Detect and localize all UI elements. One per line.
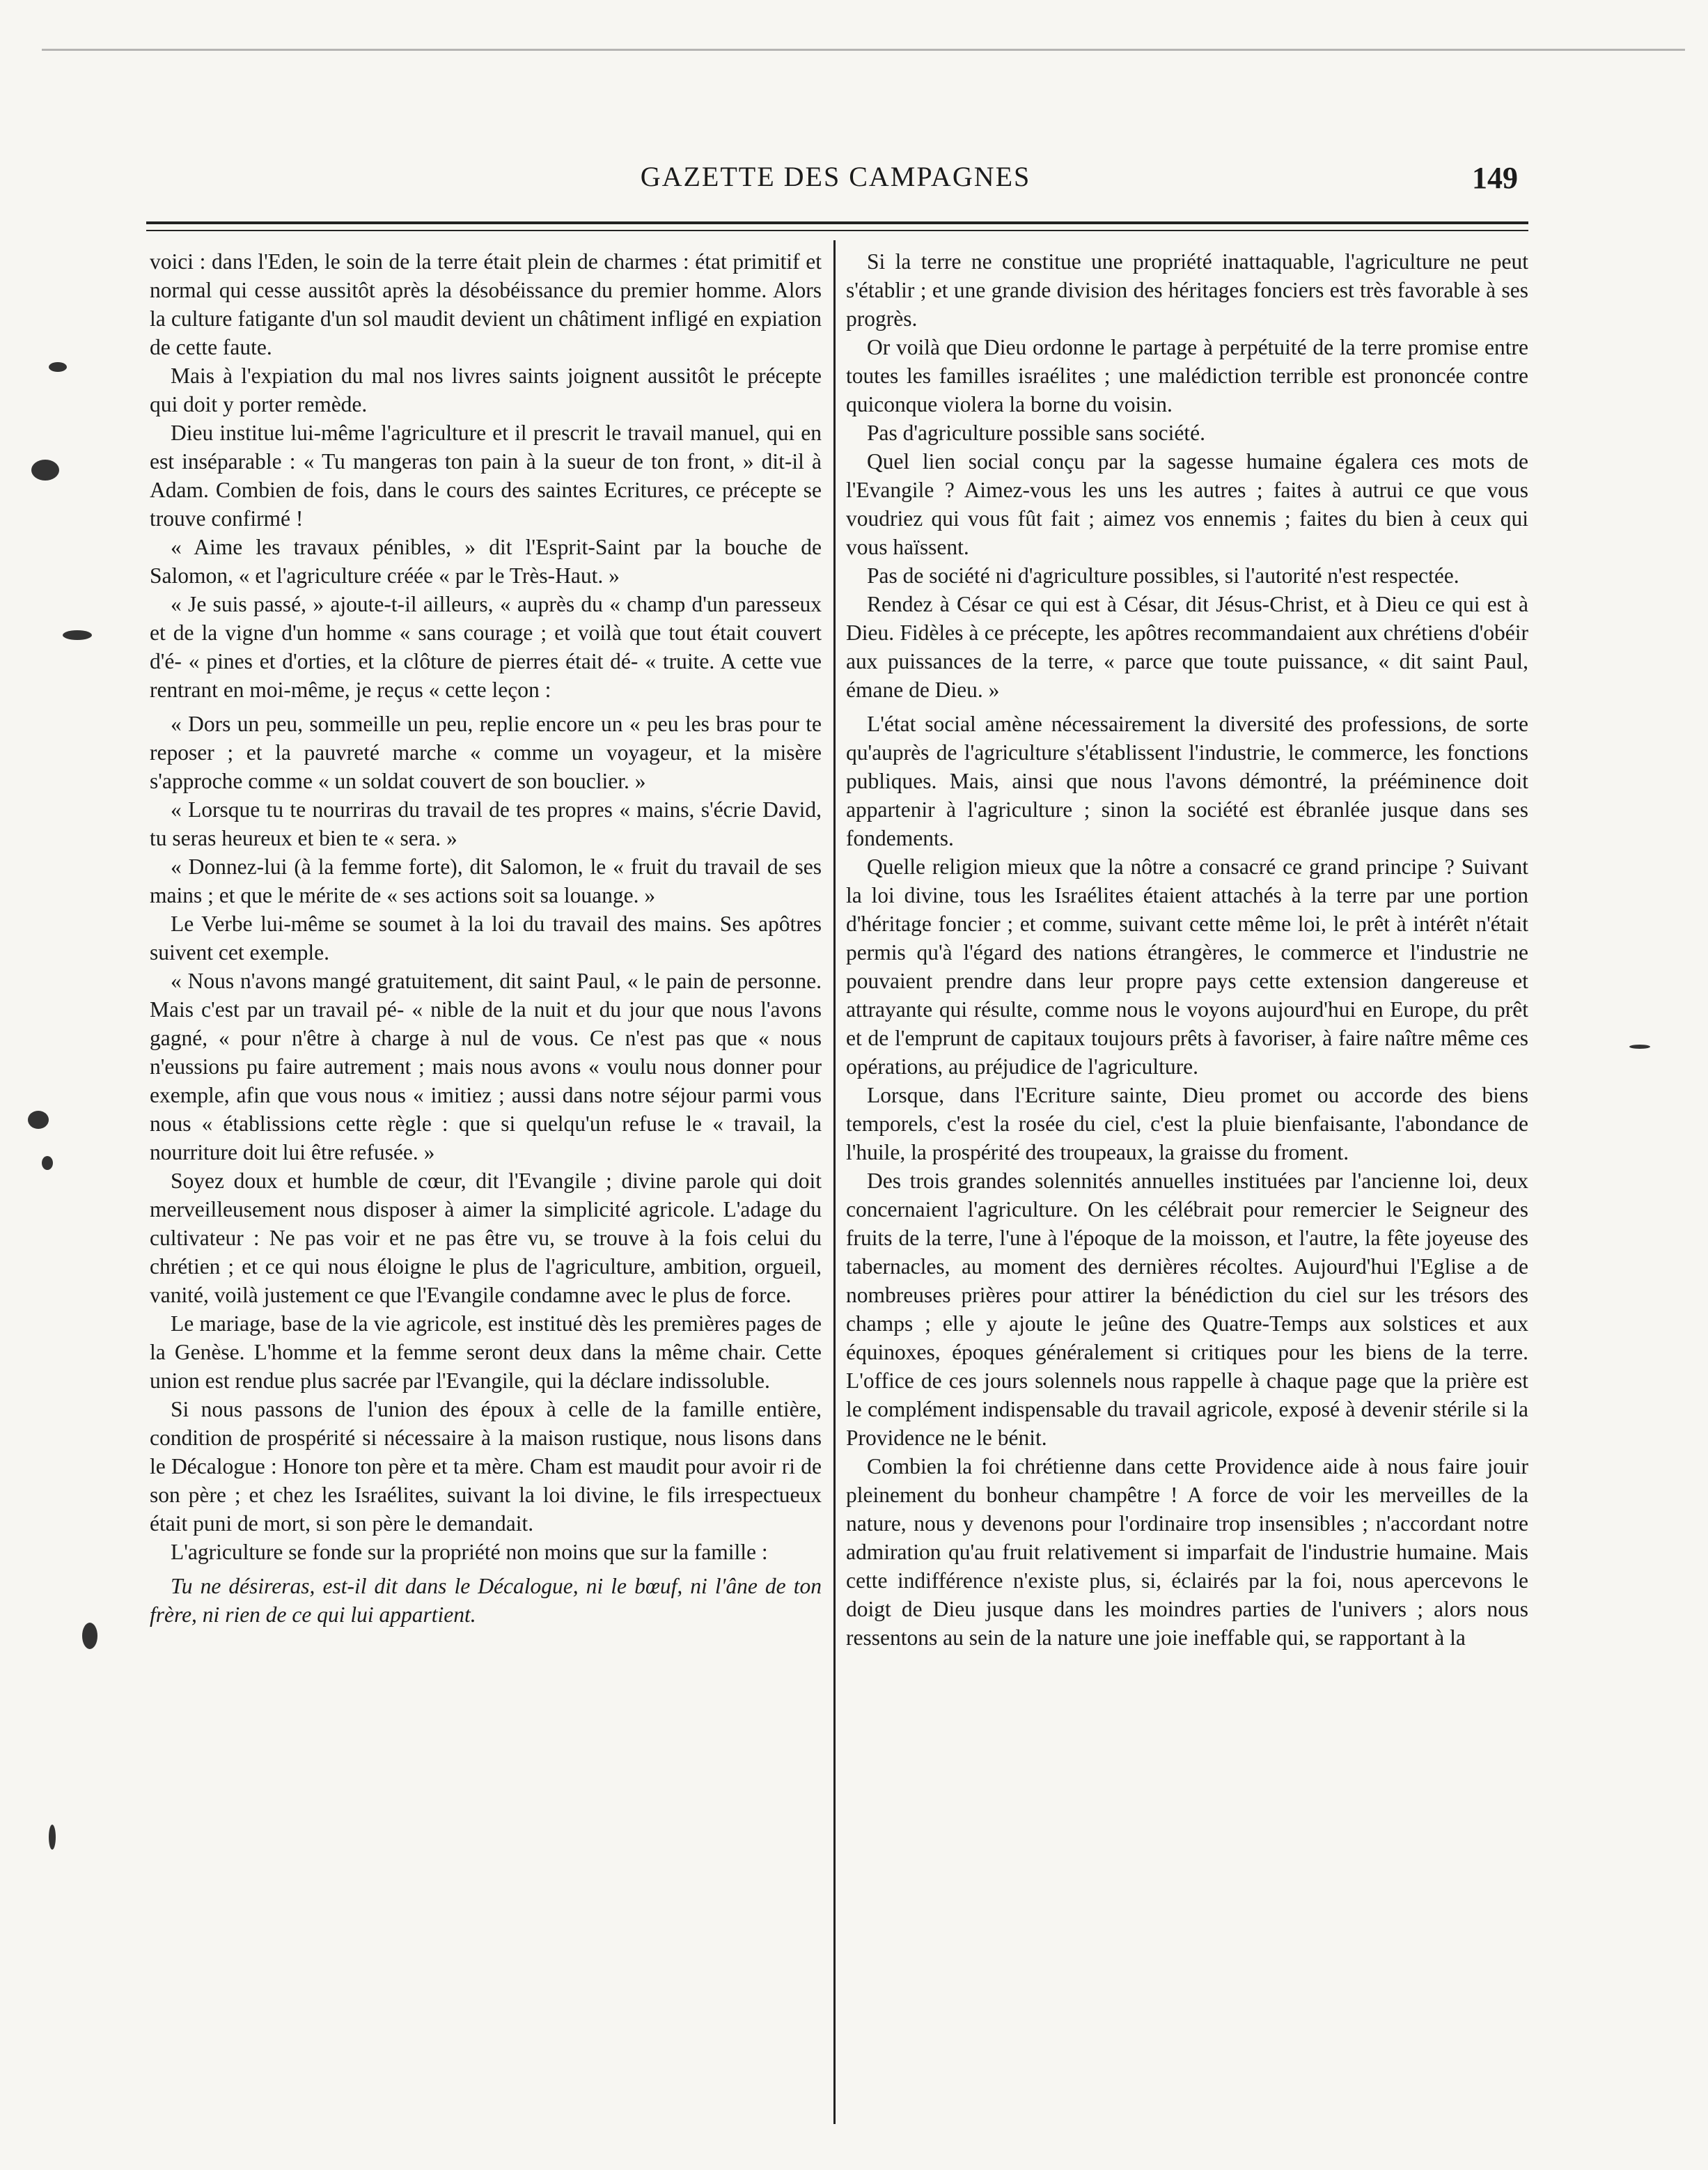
paragraph: « Nous n'avons mangé gratuitement, dit saint Paul, « le pain de personne. Mais c'est par un travail pé- « nible de la nuit et du jour que nous l'avons gagné, « pour n'être à charge à nul de vous. Ce n'est pas que « nous n'eussions pu faire autrement ; mais nous avons « voulu nous donner pour exemple, afin que vous nous « imitiez ; aussi dans notre séjour parmi vous nous « établissions cette règle : que si quelqu'un refuse le « travail, la nourriture doit lui être refusée. » [150, 969, 822, 1164]
margin-speck [49, 362, 67, 372]
paragraph: « Aime les travaux pénibles, » dit l'Esprit-Saint par la bouche de Salomon, « et l'agriculture créée « par le Très-Haut. » [150, 535, 822, 588]
margin-speck [28, 1111, 49, 1129]
margin-speck [82, 1623, 97, 1649]
paragraph: Si la terre ne constitue une propriété inattaquable, l'agriculture ne peut s'établir ; et une grande division des héritages fonciers est très favorable à ses progrès. [846, 249, 1528, 331]
paragraph: Le mariage, base de la vie agricole, est institué dès les premières pages de la Genèse. L'homme et la femme seront deux dans la même chair. Cette union est rendue plus sacrée par l'Evangile, qui la déclare indissoluble. [150, 1311, 822, 1393]
margin-speck [42, 1156, 53, 1170]
paragraph: Dieu institue lui-même l'agriculture et il prescrit le travail manuel, qui en est inséparable : « Tu mangeras ton pain à la sueur de ton front, » dit-il à Adam. Combien de fois, dans le cours des saintes Ecritures, ce précepte se trouve confirmé ! [150, 421, 822, 531]
paragraph: Le Verbe lui-même se soumet à la loi du travail des mains. Ses apôtres suivent cet exemple. [150, 912, 822, 965]
margin-speck [63, 630, 92, 640]
left-column [150, 247, 822, 2141]
paragraph: Si nous passons de l'union des époux à celle de la famille entière, condition de prospérité si nécessaire à la maison rustique, nous lisons dans le Décalogue : Honore ton père et ta mère. Cham est maudit pour avoir ri de son père ; et chez les Israélites, suivant la loi divine, le fils irrespectueux était puni de mort, si son père le demandait. [150, 1397, 822, 1536]
margin-speck [31, 460, 59, 481]
paragraph: « Lorsque tu te nourriras du travail de tes propres « mains, s'écrie David, tu seras heureux et bien te « sera. » [150, 797, 822, 850]
publication-title: GAZETTE DES CAMPAGNES [640, 161, 1031, 192]
paragraph: Or voilà que Dieu ordonne le partage à perpétuité de la terre promise entre toutes les familles israélites ; une malédiction terrible est prononcée contre quiconque violera la borne du voisin. [846, 335, 1528, 416]
page-header [153, 160, 1518, 209]
right-column [846, 247, 1528, 2141]
margin-speck [1629, 1045, 1650, 1049]
paragraph: Tu ne désireras, est-il dit dans le Décalogue, ni le bœuf, ni l'âne de ton frère, ni rien de ce qui lui appartient. [150, 1574, 822, 1627]
paragraph: Combien la foi chrétienne dans cette Providence aide à nous faire jouir pleinement du bonheur champêtre ! A force de voir les merveilles de la nature, nous y devenons pour l'ordinaire trop insensibles ; n'accordant notre admiration qu'au fruit relativement si imparfait de l'industrie humaine. Mais cette indifférence n'existe plus, si, éclairés par la foi, nous apercevons le doigt de Dieu jusque dans les moindres parties de l'univers ; alors nous ressentons au sein de la nature une joie ineffable qui, se rapportant à la [846, 1454, 1528, 1650]
paragraph: Soyez doux et humble de cœur, dit l'Evangile ; divine parole qui doit merveilleusement nous disposer à aimer la simplicité agricole. L'adage du cultivateur : Ne pas voir et ne pas être vu, se trouve à la fois celui du chrétien ; et ce qui nous éloigne le plus de l'agriculture, ambition, orgueil, vanité, voilà justement ce que l'Evangile condamne avec le plus de force. [150, 1169, 822, 1307]
paragraph: Quelle religion mieux que la nôtre a consacré ce grand principe ? Suivant la loi divine, tous les Israélites étaient attachés à la terre par une portion d'héritage foncier ; et comme, suivant cette même loi, le prêt à intérêt n'était permis qu'à l'égard des nations étrangères, le commerce et l'industrie ne pouvaient prendre dans leur propre pays cette extension dangereuse et attrayante qui résulte, comme nous le voyons aujourd'hui en Europe, du prêt et de l'emprunt de capitaux toujours prêts à favoriser, à faire naître même ces opérations, au préjudice de l'agriculture. [846, 854, 1528, 1079]
paragraph: L'état social amène nécessairement la diversité des professions, de sorte qu'auprès de l'agriculture s'établissent l'industrie, le commerce, les fonctions publiques. Mais, ainsi que nous l'avons démontré, la prééminence doit appartenir à l'agriculture ; sinon la société est ébranlée jusque dans ses fondements. [846, 712, 1528, 850]
paragraph: L'agriculture se fonde sur la propriété non moins que sur la famille : [171, 1540, 768, 1564]
paragraph: Rendez à César ce qui est à César, dit Jésus-Christ, et à Dieu ce qui est à Dieu. Fidèles à ce précepte, les apôtres recommandaient aux chrétiens d'obéir aux puissances de la terre, « parce que toute puissance, « dit saint Paul, émane de Dieu. » [846, 592, 1528, 702]
paragraph: Quel lien social conçu par la sagesse humaine égalera ces mots de l'Evangile ? Aimez-vous les uns les autres ; faites à autrui ce que vous voudriez qui vous fût fait ; aimez vos ennemis ; faites du bien à ceux qui vous haïssent. [846, 449, 1528, 559]
paragraph: Pas d'agriculture possible sans société. [867, 421, 1205, 445]
column-divider [833, 240, 836, 2124]
paragraph: Lorsque, dans l'Ecriture sainte, Dieu promet ou accorde des biens temporels, c'est la rosée du ciel, c'est la pluie bienfaisante, l'abondance de l'huile, la prospérité des troupeaux, la graisse du froment. [846, 1083, 1528, 1164]
paragraph: Mais à l'expiation du mal nos livres saints joignent aussitôt le précepte qui doit y porter remède. [150, 364, 822, 416]
paragraph: « Je suis passé, » ajoute-t-il ailleurs, « auprès du « champ d'un paresseux et de la vigne d'un homme « sans courage ; et voilà que tout était couvert d'é- « pines et d'orties, et la clôture de pierres était dé- « truite. A cette vue rentrant en moi-même, je reçus « cette leçon : [150, 592, 822, 702]
scan-artifact-line [42, 49, 1685, 51]
paragraph: voici : dans l'Eden, le soin de la terre était plein de charmes : état primitif et normal qui cesse aussitôt après la désobéissance du premier homme. Alors la culture fatigante d'un sol maudit devient un châtiment infligé en expiation de cette faute. [150, 249, 822, 359]
page-number: 149 [1472, 161, 1518, 195]
paragraph: Des trois grandes solennités annuelles instituées par l'ancienne loi, deux concernaient l'agriculture. On les célébrait pour remercier le Seigneur des fruits de la terre, l'une à l'époque de la moisson, et l'autre, la fête joyeuse des tabernacles, au moment des dernières récoltes. Aujourd'hui l'Eglise a de nombreuses prières pour attirer la bénédiction du ciel sur les trésors des champs ; elle y ajoute le jeûne des Quatre-Temps aux solstices et aux équinoxes, époques généralement si critiques pour les biens de la terre. L'office de ces jours solennels nous rappelle à chaque page que la prière est le complément indispensable du travail agricole, exposé à devenir stérile si la Providence ne le bénit. [846, 1169, 1528, 1450]
header-rule [146, 221, 1528, 224]
paragraph: « Dors un peu, sommeille un peu, replie encore un « peu les bras pour te reposer ; et la pauvreté marche « comme un voyageur, et la misère s'approche comme « un soldat couvert de son bouclier. » [150, 712, 822, 793]
margin-speck [49, 1825, 56, 1850]
paragraph: « Donnez-lui (à la femme forte), dit Salomon, le « fruit du travail de ses mains ; et que le mérite de « ses actions soit sa louange. » [150, 854, 822, 907]
header-rule-thin [146, 230, 1528, 231]
paragraph: Pas de société ni d'agriculture possibles, si l'autorité n'est respectée. [867, 563, 1459, 588]
